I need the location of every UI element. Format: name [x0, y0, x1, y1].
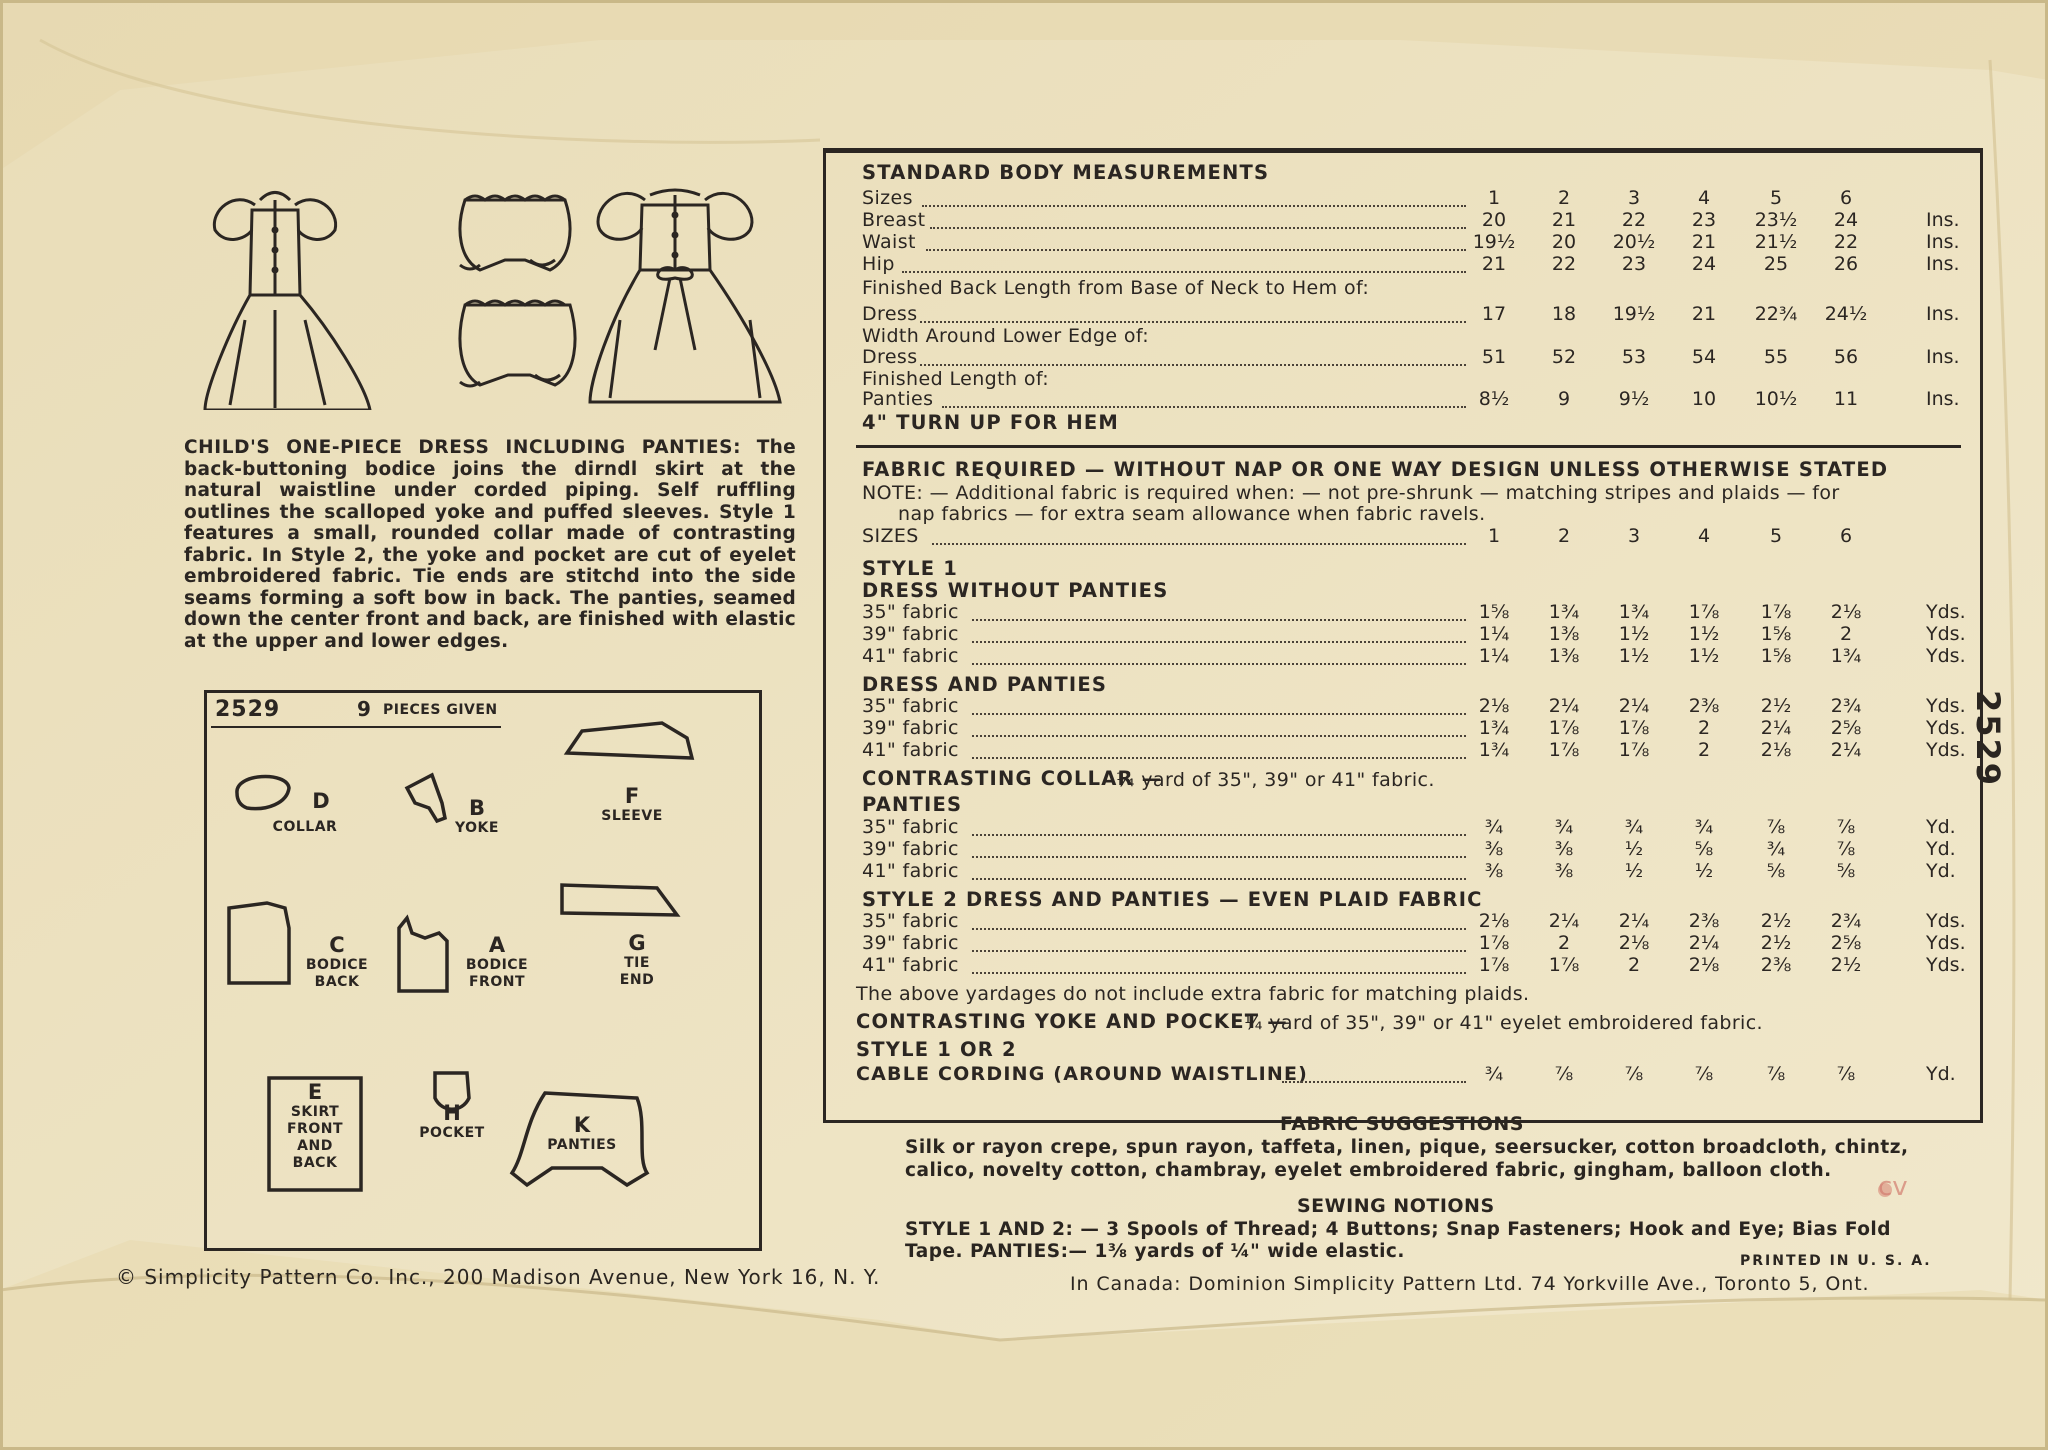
- dress-without-row-1-value-5: 1⅞: [1760, 601, 1792, 623]
- measure-row-sizes: [826, 187, 1980, 211]
- piece-label-sleeve: F SLEEVE: [601, 784, 663, 824]
- measure-row-waist-label: Waist: [862, 231, 916, 253]
- measure-row-panties-length: [826, 388, 1980, 412]
- suggestions-line1: Silk or rayon crepe, spun rayon, taffeta, linen, pique, seersucker, cotton broadcloth, chintz,: [905, 1137, 1909, 1158]
- dress-without-row-2-label: 39" fabric: [862, 623, 959, 645]
- dress-without-row-3-value-4: 1½: [1688, 645, 1720, 667]
- panties-row-1-value-1: ¾: [1484, 816, 1504, 838]
- panties-row-2-value-4: ⅝: [1694, 838, 1714, 860]
- dress-and-panties-row-3: [826, 739, 1980, 763]
- measure-row-sizes-value-6: 6: [1839, 187, 1853, 209]
- measure-row-back-length-label: Dress: [862, 303, 918, 325]
- style2-row-3-value-5: 2⅜: [1760, 954, 1792, 976]
- panties-row-1-value-5: ⅞: [1766, 816, 1786, 838]
- measure-row-width-value-5: 55: [1763, 346, 1789, 368]
- panties-row-2-value-1: ⅜: [1484, 838, 1504, 860]
- hem-note: 4" TURN UP FOR HEM: [862, 411, 1120, 434]
- dress-without-row-3-value-3: 1½: [1618, 645, 1650, 667]
- suggestions-title: FABRIC SUGGESTIONS: [1280, 1113, 1524, 1135]
- piece-label-panties: K PANTIES: [547, 1113, 617, 1153]
- panties-row-2-value-5: ¾: [1766, 838, 1786, 860]
- back-length-label: Finished Back Length from Base of Neck to Hem of:: [862, 277, 1370, 299]
- measure-row-waist: [826, 231, 1980, 255]
- panties-row-3-value-2: ⅜: [1554, 860, 1574, 882]
- style2-row-3-leader: [972, 954, 1466, 974]
- measure-row-width-leader: [920, 346, 1466, 366]
- measure-row-back-length: [826, 303, 1980, 327]
- style2-row-1-value-5: 2½: [1760, 910, 1792, 932]
- description-text: The back-buttoning bodice joins the dirndl skirt at the natural waistline under corded piping. Self ruffling outlines the scalloped yoke and puffed sleeves. Style 1 features a small, rounded collar made of contrasting fabric. In Style 2, the yoke and pocket are cut of eyelet embroidered fabric. Tie ends are stitchd into the side seams forming a soft bow in back. The panties, seamed down the center front and back, are finished with elastic at the upper and lower edges.: [184, 437, 796, 652]
- panties-row-1: [826, 816, 1980, 840]
- dress-without-row-2-unit: Yds.: [1926, 623, 1966, 645]
- dress-without-row-2-value-3: 1½: [1618, 623, 1650, 645]
- collar-label: CONTRASTING COLLAR —: [862, 767, 1163, 790]
- measure-row-panties-length-leader: [942, 388, 1466, 408]
- piece-label-bodice-front: A BODICE FRONT: [465, 933, 529, 990]
- fabric-row-sizes: [826, 525, 1980, 549]
- pieces-count: 9: [357, 697, 371, 721]
- style2-row-3-value-1: 1⅞: [1478, 954, 1510, 976]
- measure-row-back-length-value-1: 17: [1481, 303, 1507, 325]
- dress-and-panties-row-3-value-6: 2¼: [1830, 739, 1862, 761]
- measure-row-sizes-label: Sizes: [862, 187, 913, 209]
- measure-row-waist-value-6: 22: [1833, 231, 1859, 253]
- dress-and-panties-row-1-label: 35" fabric: [862, 695, 959, 717]
- measure-row-width-label: Dress: [862, 346, 918, 368]
- fabric-row-sizes-value-6: 6: [1839, 525, 1853, 547]
- dress-without-row-1-value-6: 2⅛: [1830, 601, 1862, 623]
- style2-row-1-unit: Yds.: [1926, 910, 1966, 932]
- measure-row-panties-length-value-3: 9½: [1618, 388, 1650, 410]
- dress-without-row-1-label: 35" fabric: [862, 601, 959, 623]
- pattern-description: [184, 437, 796, 652]
- measure-row-sizes-value-2: 2: [1557, 187, 1571, 209]
- width-label: Width Around Lower Edge of:: [862, 325, 1150, 347]
- dress-and-panties-row-2-value-4: 2: [1697, 717, 1711, 739]
- cording-row-leader: [1282, 1063, 1466, 1083]
- measure-row-width-unit: Ins.: [1926, 346, 1960, 368]
- tie-end-shape: [562, 885, 677, 915]
- dress-without-row-2-leader: [972, 623, 1466, 643]
- panties-top-illustration: [460, 196, 570, 270]
- yoke-label: CONTRASTING YOKE AND POCKET —: [856, 1010, 1288, 1033]
- panties-row-1-unit: Yd.: [1926, 816, 1956, 838]
- measure-row-panties-length-unit: Ins.: [1926, 388, 1960, 410]
- dress-and-panties-row-1-value-4: 2⅜: [1688, 695, 1720, 717]
- yoke-text: ¼ yard of 35", 39" or 41" eyelet embroidered fabric.: [1244, 1012, 1763, 1034]
- panties-row-2-unit: Yd.: [1926, 838, 1956, 860]
- dress-and-panties-row-2-unit: Yds.: [1926, 717, 1966, 739]
- cording-row-value-2: ⅞: [1554, 1063, 1574, 1085]
- measure-row-panties-length-value-4: 10: [1691, 388, 1717, 410]
- measure-row-sizes-value-5: 5: [1769, 187, 1783, 209]
- measure-row-breast-value-5: 23½: [1754, 209, 1798, 231]
- dress-and-panties-row-3-value-2: 1⅞: [1548, 739, 1580, 761]
- style2-row-3-value-2: 1⅞: [1548, 954, 1580, 976]
- measure-row-back-length-leader: [920, 303, 1466, 323]
- dress-without-row-3-value-6: 1¾: [1830, 645, 1862, 667]
- measure-row-back-length-value-6: 24½: [1824, 303, 1868, 325]
- style2-row-1-value-3: 2¼: [1618, 910, 1650, 932]
- measure-row-panties-length-label: Panties: [862, 388, 934, 410]
- dress-and-panties-row-3-value-1: 1¾: [1478, 739, 1510, 761]
- measure-row-breast-value-1: 20: [1481, 209, 1507, 231]
- measure-row-back-length-value-3: 19½: [1612, 303, 1656, 325]
- style2-row-3-value-3: 2: [1627, 954, 1641, 976]
- measure-row-back-length-unit: Ins.: [1926, 303, 1960, 325]
- style2-row-3-label: 41" fabric: [862, 954, 959, 976]
- dress-and-panties-row-2-leader: [972, 717, 1466, 737]
- measure-row-sizes-value-3: 3: [1627, 187, 1641, 209]
- piece-label-pocket: H POCKET: [419, 1101, 485, 1141]
- measure-row-breast-leader: [930, 209, 1466, 229]
- dress-and-panties-label: DRESS AND PANTIES: [862, 673, 1108, 696]
- measure-row-width: [826, 346, 1980, 370]
- dress-without-label: DRESS WITHOUT PANTIES: [862, 579, 1169, 602]
- dress-without-row-3: [826, 645, 1980, 669]
- measure-row-breast-unit: Ins.: [1926, 209, 1960, 231]
- notions-title: SEWING NOTIONS: [1297, 1195, 1495, 1217]
- measure-row-back-length-value-5: 22¾: [1754, 303, 1798, 325]
- dress-and-panties-row-2-value-2: 1⅞: [1548, 717, 1580, 739]
- bodice-back-shape: [229, 903, 289, 983]
- dress-without-row-2-value-2: 1⅜: [1548, 623, 1580, 645]
- dress-and-panties-row-1-value-1: 2⅛: [1478, 695, 1510, 717]
- dress-and-panties-row-1-leader: [972, 695, 1466, 715]
- dress-and-panties-row-3-label: 41" fabric: [862, 739, 959, 761]
- panties-row-3-value-3: ½: [1624, 860, 1644, 882]
- measure-row-hip-leader: [902, 253, 1466, 273]
- measure-row-hip-label: Hip: [862, 253, 895, 275]
- yoke-shape: [407, 775, 445, 821]
- measure-row-width-value-2: 52: [1551, 346, 1577, 368]
- piece-label-yoke: B YOKE: [455, 796, 499, 836]
- dress-without-row-1-value-2: 1¾: [1548, 601, 1580, 623]
- panties-row-3-value-6: ⅝: [1836, 860, 1856, 882]
- suggestions-line2: calico, novelty cotton, chambray, eyelet embroidered fabric, gingham, balloon cloth.: [905, 1160, 1832, 1181]
- panties-row-2-value-2: ⅜: [1554, 838, 1574, 860]
- measure-row-waist-value-2: 20: [1551, 231, 1577, 253]
- dress-without-row-3-value-1: 1¼: [1478, 645, 1510, 667]
- measure-row-waist-value-5: 21½: [1754, 231, 1798, 253]
- measure-row-sizes-value-1: 1: [1487, 187, 1501, 209]
- dress-and-panties-row-3-leader: [972, 739, 1466, 759]
- dress-and-panties-row-2-value-5: 2¼: [1760, 717, 1792, 739]
- panties-row-1-value-2: ¾: [1554, 816, 1574, 838]
- measure-row-breast: [826, 209, 1980, 233]
- dress-without-row-1-value-1: 1⅝: [1478, 601, 1510, 623]
- panties-row-1-value-3: ¾: [1624, 816, 1644, 838]
- fabric-title: FABRIC REQUIRED — WITHOUT NAP OR ONE WAY DESIGN UNLESS OTHERWISE STATED: [862, 458, 1889, 481]
- style2-row-3-unit: Yds.: [1926, 954, 1966, 976]
- measure-row-panties-length-value-6: 11: [1833, 388, 1859, 410]
- dress-and-panties-row-3-value-5: 2⅛: [1760, 739, 1792, 761]
- measure-row-breast-value-2: 21: [1551, 209, 1577, 231]
- fabric-row-sizes-value-4: 4: [1697, 525, 1711, 547]
- sleeve-shape: [567, 723, 692, 758]
- dress-without-row-2: [826, 623, 1980, 647]
- fabric-row-sizes-leader: [932, 525, 1466, 545]
- measure-row-panties-length-value-1: 8½: [1478, 388, 1510, 410]
- dress-and-panties-row-2-value-1: 1¾: [1478, 717, 1510, 739]
- measure-row-hip-value-2: 22: [1551, 253, 1577, 275]
- fabric-row-sizes-value-2: 2: [1557, 525, 1571, 547]
- style2-row-2-value-5: 2½: [1760, 932, 1792, 954]
- plaid-note: The above yardages do not include extra fabric for matching plaids.: [856, 983, 1530, 1005]
- copyright-line: © Simplicity Pattern Co. Inc., 200 Madison Avenue, New York 16, N. Y.: [116, 1265, 881, 1289]
- dress-without-row-3-leader: [972, 645, 1466, 665]
- measurements-title: STANDARD BODY MEASUREMENTS: [862, 161, 1270, 184]
- dress-without-row-2-value-5: 1⅝: [1760, 623, 1792, 645]
- style2-row-3-value-6: 2½: [1830, 954, 1862, 976]
- dress-and-panties-row-1-value-5: 2½: [1760, 695, 1792, 717]
- dress-back-illustration: [590, 190, 780, 402]
- dress-front-illustration: [205, 193, 370, 411]
- panties-bottom-illustration: [460, 301, 575, 386]
- dress-without-row-1-unit: Yds.: [1926, 601, 1966, 623]
- fabric-row-sizes-value-5: 5: [1769, 525, 1783, 547]
- style2-row-2-unit: Yds.: [1926, 932, 1966, 954]
- measure-row-hip-value-3: 23: [1621, 253, 1647, 275]
- panties-row-2: [826, 838, 1980, 862]
- panties-row-2-value-6: ⅞: [1836, 838, 1856, 860]
- style2-row-3-value-4: 2⅛: [1688, 954, 1720, 976]
- dress-and-panties-row-2-value-3: 1⅞: [1618, 717, 1650, 739]
- dress-and-panties-row-3-value-4: 2: [1697, 739, 1711, 761]
- dress-illustrations: [190, 170, 810, 410]
- fabric-note-line2: nap fabrics — for extra seam allowance when fabric ravels.: [898, 503, 1486, 525]
- pieces-count-label: PIECES GIVEN: [383, 702, 498, 718]
- measure-row-waist-value-4: 21: [1691, 231, 1717, 253]
- measure-row-waist-leader: [926, 231, 1466, 251]
- measure-row-back-length-value-2: 18: [1551, 303, 1577, 325]
- collar-text: ¼ yard of 35", 39" or 41" fabric.: [1116, 769, 1435, 791]
- panties-label: PANTIES: [862, 793, 963, 816]
- style2-row-1: [826, 910, 1980, 934]
- panties-length-label: Finished Length of:: [862, 368, 1050, 390]
- style2-row-1-value-6: 2¾: [1830, 910, 1862, 932]
- measure-row-hip-value-5: 25: [1763, 253, 1789, 275]
- measure-row-hip-value-4: 24: [1691, 253, 1717, 275]
- dress-and-panties-row-1-value-6: 2¾: [1830, 695, 1862, 717]
- notions-line1: STYLE 1 AND 2: — 3 Spools of Thread; 4 Buttons; Snap Fasteners; Hook and Eye; Bias Fold: [905, 1219, 1892, 1240]
- dress-without-row-3-label: 41" fabric: [862, 645, 959, 667]
- pieces-pattern-number: 2529: [215, 697, 281, 722]
- fabric-row-sizes-value-1: 1: [1487, 525, 1501, 547]
- dress-without-row-2-value-4: 1½: [1688, 623, 1720, 645]
- dress-without-row-1-value-4: 1⅞: [1688, 601, 1720, 623]
- piece-label-bodice-back: C BODICE BACK: [305, 933, 369, 990]
- fabric-row-sizes-label: SIZES: [862, 525, 919, 547]
- measure-row-back-length-value-4: 21: [1691, 303, 1717, 325]
- dress-without-row-1: [826, 601, 1980, 625]
- panties-row-3-value-4: ½: [1694, 860, 1714, 882]
- dress-and-panties-row-1-unit: Yds.: [1926, 695, 1966, 717]
- piece-label-tie-end: G TIE END: [619, 931, 655, 988]
- dress-without-row-3-value-5: 1⅝: [1760, 645, 1792, 667]
- panties-row-1-label: 35" fabric: [862, 816, 959, 838]
- measure-row-hip-value-6: 26: [1833, 253, 1859, 275]
- dress-without-row-3-value-2: 1⅜: [1548, 645, 1580, 667]
- style2-row-2-value-4: 2¼: [1688, 932, 1720, 954]
- measure-row-sizes-leader: [922, 187, 1466, 207]
- cording-row-value-1: ¾: [1484, 1063, 1504, 1085]
- panties-row-3-unit: Yd.: [1926, 860, 1956, 882]
- panties-row-1-value-4: ¾: [1694, 816, 1714, 838]
- piece-label-collar: D: [312, 789, 330, 813]
- cording-row-label: CABLE CORDING (AROUND WAISTLINE): [856, 1063, 1309, 1085]
- cording-row-unit: Yd.: [1926, 1063, 1956, 1085]
- notions-line2: Tape. PANTIES:— 1⅜ yards of ¼" wide elastic.: [905, 1241, 1405, 1262]
- panties-row-2-label: 39" fabric: [862, 838, 959, 860]
- measure-row-width-value-1: 51: [1481, 346, 1507, 368]
- dress-and-panties-row-3-unit: Yds.: [1926, 739, 1966, 761]
- measure-row-waist-unit: Ins.: [1926, 231, 1960, 253]
- style2-row-1-leader: [972, 910, 1466, 930]
- measure-row-width-value-6: 56: [1833, 346, 1859, 368]
- dress-without-row-1-leader: [972, 601, 1466, 621]
- style12-label: STYLE 1 OR 2: [856, 1038, 1017, 1061]
- panties-row-1-value-6: ⅞: [1836, 816, 1856, 838]
- style2-row-1-value-4: 2⅜: [1688, 910, 1720, 932]
- canada-line: In Canada: Dominion Simplicity Pattern Ltd. 74 Yorkville Ave., Toronto 5, Ont.: [1070, 1273, 1870, 1295]
- fabric-row-sizes-value-3: 3: [1627, 525, 1641, 547]
- fabric-note-line1: NOTE: — Additional fabric is required when: — not pre-shrunk — matching stripes and plaids — for: [862, 482, 1840, 504]
- panties-row-1-leader: [972, 816, 1466, 836]
- dress-without-row-1-value-3: 1¾: [1618, 601, 1650, 623]
- measure-row-breast-value-6: 24: [1833, 209, 1859, 231]
- style2-row-2-value-1: 1⅞: [1478, 932, 1510, 954]
- style2-row-2-label: 39" fabric: [862, 932, 959, 954]
- panties-row-3-label: 41" fabric: [862, 860, 959, 882]
- cording-row-value-3: ⅞: [1624, 1063, 1644, 1085]
- style2-row-2-value-6: 2⅝: [1830, 932, 1862, 954]
- measure-row-hip-value-1: 21: [1481, 253, 1507, 275]
- panties-row-2-value-3: ½: [1624, 838, 1644, 860]
- measure-row-breast-value-3: 22: [1621, 209, 1647, 231]
- measure-row-hip: [826, 253, 1980, 277]
- printed-in-usa: PRINTED IN U. S. A.: [1740, 1253, 1932, 1269]
- measure-row-panties-length-value-2: 9: [1557, 388, 1571, 410]
- collar-shape: [237, 777, 289, 809]
- measure-row-width-value-4: 54: [1691, 346, 1717, 368]
- side-pattern-number: 2529: [1969, 690, 2007, 788]
- measure-row-sizes-value-4: 4: [1697, 187, 1711, 209]
- style2-label: STYLE 2 DRESS AND PANTIES — EVEN PLAID FABRIC: [862, 888, 1483, 911]
- dress-and-panties-row-2-label: 39" fabric: [862, 717, 959, 739]
- style2-row-2-value-2: 2: [1557, 932, 1571, 954]
- panties-row-3: [826, 860, 1980, 884]
- style2-row-1-label: 35" fabric: [862, 910, 959, 932]
- dress-without-row-2-value-6: 2: [1839, 623, 1853, 645]
- bodice-front-shape: [399, 918, 447, 991]
- dress-and-panties-row-2: [826, 717, 1980, 741]
- piece-name-collar: COLLAR: [272, 819, 338, 835]
- measure-row-waist-value-3: 20½: [1612, 231, 1656, 253]
- style2-row-2-value-3: 2⅛: [1618, 932, 1650, 954]
- style1-label: STYLE 1: [862, 557, 958, 580]
- dress-and-panties-row-2-value-6: 2⅝: [1830, 717, 1862, 739]
- style2-row-1-value-1: 2⅛: [1478, 910, 1510, 932]
- cording-row-value-5: ⅞: [1766, 1063, 1786, 1085]
- style2-row-2: [826, 932, 1980, 956]
- measure-row-panties-length-value-5: 10½: [1754, 388, 1798, 410]
- panties-row-3-value-1: ⅜: [1484, 860, 1504, 882]
- dress-and-panties-row-3-value-3: 1⅞: [1618, 739, 1650, 761]
- style2-row-2-leader: [972, 932, 1466, 952]
- svg-text:cv: cv: [1878, 1172, 1908, 1202]
- cording-row-value-4: ⅞: [1694, 1063, 1714, 1085]
- cording-row-value-6: ⅞: [1836, 1063, 1856, 1085]
- measure-row-breast-value-4: 23: [1691, 209, 1717, 231]
- panties-row-3-leader: [972, 860, 1466, 880]
- measure-row-hip-unit: Ins.: [1926, 253, 1960, 275]
- description-heading: CHILD'S ONE-PIECE DRESS INCLUDING PANTIES:: [184, 437, 742, 458]
- dress-without-row-3-unit: Yds.: [1926, 645, 1966, 667]
- measurements-divider: [856, 445, 1961, 448]
- panties-row-2-leader: [972, 838, 1466, 858]
- measure-row-width-value-3: 53: [1621, 346, 1647, 368]
- requirements-table: [823, 148, 1983, 1123]
- measure-row-breast-label: Breast: [862, 209, 926, 231]
- panties-row-3-value-5: ⅝: [1766, 860, 1786, 882]
- pieces-box: [204, 690, 762, 1251]
- measure-row-waist-value-1: 19½: [1472, 231, 1516, 253]
- cording-row: [826, 1063, 1980, 1087]
- dress-and-panties-row-1: [826, 695, 1980, 719]
- dress-and-panties-row-1-value-2: 2¼: [1548, 695, 1580, 717]
- dress-and-panties-row-1-value-3: 2¼: [1618, 695, 1650, 717]
- dress-without-row-2-value-1: 1¼: [1478, 623, 1510, 645]
- style2-row-1-value-2: 2¼: [1548, 910, 1580, 932]
- style2-row-3: [826, 954, 1980, 978]
- piece-label-skirt: E SKIRT FRONT AND BACK: [286, 1080, 343, 1171]
